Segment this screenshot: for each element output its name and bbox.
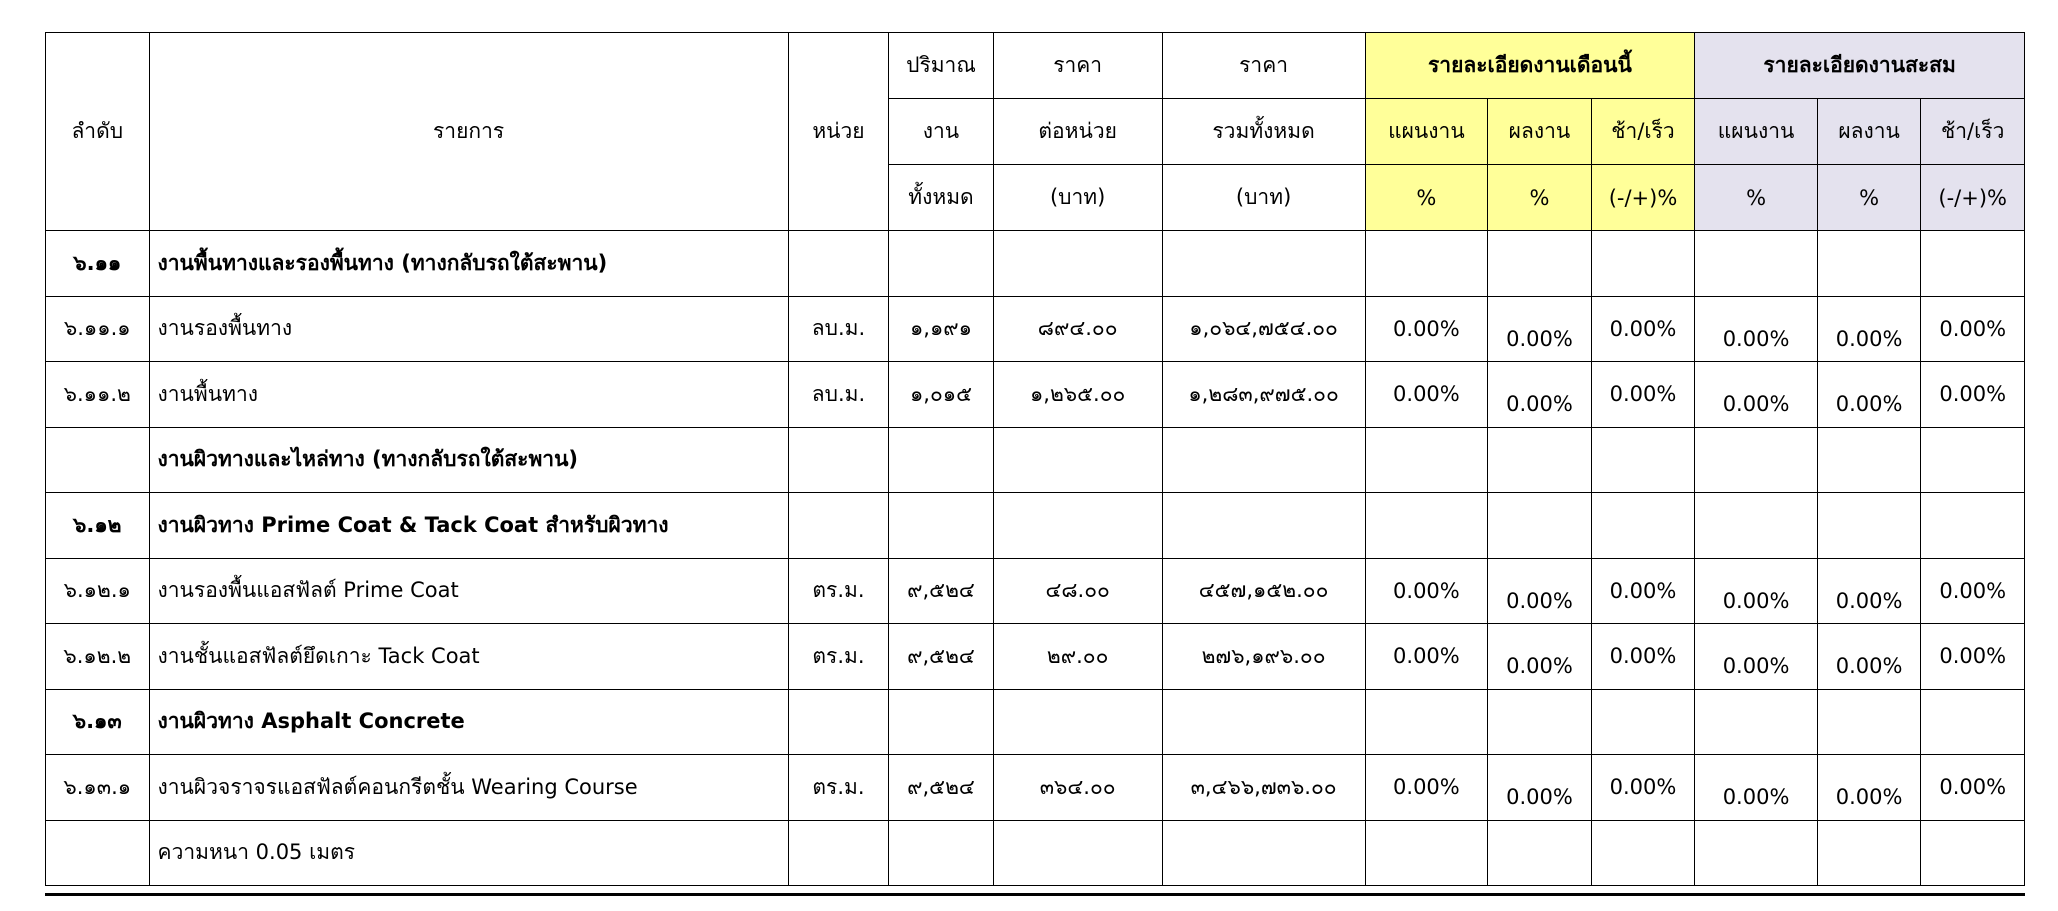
table-row — [46, 493, 2025, 559]
row-cumul-plan — [1695, 624, 1818, 690]
header-unit-price-line3: (บาท) — [993, 165, 1162, 231]
row-qty — [889, 231, 994, 297]
row-total-price — [1162, 427, 1365, 493]
row-month-plan — [1365, 362, 1488, 428]
row-unit — [788, 689, 889, 755]
row-cumul-plan — [1695, 820, 1818, 886]
header-cumul-actual: ผลงาน — [1817, 99, 1921, 165]
row-month-actual — [1488, 296, 1592, 362]
row-cumul-diff — [1921, 231, 2025, 297]
header-this-month: รายละเอียดงานเดือนนี้ — [1365, 33, 1695, 99]
percent-value: 0.00% — [1722, 654, 1790, 679]
percent-value: 0.00% — [1939, 644, 2007, 669]
row-cumul-actual — [1817, 231, 1921, 297]
percent-value: 0.00% — [1939, 578, 2007, 603]
row-item: งานพื้นทาง — [149, 362, 788, 428]
header-total-price-line1: ราคา — [1162, 33, 1365, 99]
table-row — [46, 755, 2025, 821]
header-unit: หน่วย — [788, 33, 889, 231]
header-unit-price-line1: ราคา — [993, 33, 1162, 99]
header-total-price-line2: รวมทั้งหมด — [1162, 99, 1365, 165]
percent-value: 0.00% — [1506, 654, 1573, 679]
row-total-price: ๒๗๖,๑๙๖.๐๐ — [1162, 624, 1365, 690]
row-code: ๖.๑๑ — [46, 231, 150, 297]
header-month-actual-unit: % — [1488, 165, 1592, 231]
row-month-actual — [1488, 624, 1592, 690]
header-item: รายการ — [149, 33, 788, 231]
row-unit-price: ๓๖๔.๐๐ — [993, 755, 1162, 821]
bottom-rule — [45, 893, 2025, 896]
row-cumul-diff — [1921, 624, 2025, 690]
percent-value: 0.00% — [1393, 644, 1460, 669]
row-code: ๖.๑๒.๒ — [46, 624, 150, 690]
row-unit-price — [993, 493, 1162, 559]
row-cumul-diff — [1921, 296, 2025, 362]
row-qty: ๙,๕๒๔ — [889, 624, 994, 690]
percent-value: 0.00% — [1939, 316, 2007, 341]
row-cumul-diff — [1921, 820, 2025, 886]
row-month-plan — [1365, 689, 1488, 755]
table-row — [46, 624, 2025, 690]
header-unit-price-line2: ต่อหน่วย — [993, 99, 1162, 165]
row-item: งานชั้นแอสฟัลต์ยึดเกาะ Tack Coat — [149, 624, 788, 690]
percent-value: 0.00% — [1835, 654, 1903, 679]
percent-value: 0.00% — [1609, 775, 1677, 800]
percent-value: 0.00% — [1393, 578, 1460, 603]
row-month-actual — [1488, 820, 1592, 886]
table-row — [46, 296, 2025, 362]
percent-value: 0.00% — [1609, 316, 1677, 341]
row-cumul-diff — [1921, 755, 2025, 821]
row-cumul-plan — [1695, 755, 1818, 821]
row-unit: ลบ.ม. — [788, 362, 889, 428]
row-unit-price: ๒๙.๐๐ — [993, 624, 1162, 690]
row-cumul-diff — [1921, 558, 2025, 624]
row-unit-price — [993, 689, 1162, 755]
row-month-diff — [1591, 558, 1695, 624]
row-cumul-actual — [1817, 689, 1921, 755]
row-month-diff — [1591, 493, 1695, 559]
header-seq: ลำดับ — [46, 33, 150, 231]
row-total-price: ๔๕๗,๑๕๒.๐๐ — [1162, 558, 1365, 624]
percent-value: 0.00% — [1609, 578, 1677, 603]
percent-value: 0.00% — [1939, 775, 2007, 800]
table-row — [46, 820, 2025, 886]
header-row-1 — [46, 33, 2025, 99]
row-month-actual — [1488, 362, 1592, 428]
row-total-price: ๑,๒๘๓,๙๗๕.๐๐ — [1162, 362, 1365, 428]
row-cumul-plan — [1695, 231, 1818, 297]
header-cumul-diff-unit: (-/+)% — [1921, 165, 2025, 231]
row-total-price — [1162, 231, 1365, 297]
table-row — [46, 362, 2025, 428]
row-unit — [788, 820, 889, 886]
row-total-price — [1162, 689, 1365, 755]
header-month-diff-unit: (-/+)% — [1591, 165, 1695, 231]
row-qty — [889, 493, 994, 559]
row-unit: ตร.ม. — [788, 558, 889, 624]
table-body — [46, 33, 2025, 886]
percent-value: 0.00% — [1939, 382, 2007, 407]
row-qty: ๑,๐๑๕ — [889, 362, 994, 428]
row-total-price — [1162, 493, 1365, 559]
row-cumul-diff — [1921, 427, 2025, 493]
table-row — [46, 689, 2025, 755]
row-cumul-plan — [1695, 689, 1818, 755]
row-month-diff — [1591, 689, 1695, 755]
row-qty — [889, 427, 994, 493]
row-month-diff — [1591, 624, 1695, 690]
row-item: งานผิวจราจรแอสฟัลต์คอนกรีตชั้น Wearing Course — [149, 755, 788, 821]
row-month-diff — [1591, 427, 1695, 493]
row-item: งานผิวทาง Prime Coat & Tack Coat สำหรับผิวทาง — [149, 493, 788, 559]
table-row — [46, 231, 2025, 297]
row-unit: ตร.ม. — [788, 755, 889, 821]
table-row — [46, 427, 2025, 493]
row-cumul-actual — [1817, 558, 1921, 624]
row-cumul-diff — [1921, 362, 2025, 428]
row-cumul-diff — [1921, 689, 2025, 755]
row-month-actual — [1488, 558, 1592, 624]
row-month-diff — [1591, 755, 1695, 821]
row-month-actual — [1488, 493, 1592, 559]
header-month-diff: ช้า/เร็ว — [1591, 99, 1695, 165]
row-item: ความหนา 0.05 เมตร — [149, 820, 788, 886]
row-code — [46, 820, 150, 886]
row-unit — [788, 427, 889, 493]
row-month-actual — [1488, 231, 1592, 297]
row-cumul-actual — [1817, 296, 1921, 362]
row-code: ๖.๑๑.๑ — [46, 296, 150, 362]
percent-value: 0.00% — [1722, 785, 1790, 810]
header-month-plan: แผนงาน — [1365, 99, 1488, 165]
row-code: ๖.๑๒ — [46, 493, 150, 559]
row-qty — [889, 689, 994, 755]
row-item: งานรองพื้นแอสฟัลต์ Prime Coat — [149, 558, 788, 624]
table-row — [46, 558, 2025, 624]
header-qty-line3: ทั้งหมด — [889, 165, 994, 231]
row-month-plan — [1365, 820, 1488, 886]
header-qty-line2: งาน — [889, 99, 994, 165]
row-unit-price — [993, 231, 1162, 297]
row-month-plan — [1365, 558, 1488, 624]
row-cumul-actual — [1817, 427, 1921, 493]
percent-value: 0.00% — [1393, 316, 1460, 341]
row-code: ๖.๑๒.๑ — [46, 558, 150, 624]
percent-value: 0.00% — [1393, 382, 1460, 407]
row-month-diff — [1591, 296, 1695, 362]
row-cumul-actual — [1817, 362, 1921, 428]
row-cumul-actual — [1817, 755, 1921, 821]
percent-value: 0.00% — [1835, 588, 1903, 613]
row-unit-price: ๔๘.๐๐ — [993, 558, 1162, 624]
row-cumul-plan — [1695, 493, 1818, 559]
row-unit-price: ๘๙๔.๐๐ — [993, 296, 1162, 362]
header-total-price-line3: (บาท) — [1162, 165, 1365, 231]
row-code: ๖.๑๓.๑ — [46, 755, 150, 821]
row-total-price: ๓,๔๖๖,๗๓๖.๐๐ — [1162, 755, 1365, 821]
percent-value: 0.00% — [1835, 785, 1903, 810]
percent-value: 0.00% — [1609, 644, 1677, 669]
percent-value: 0.00% — [1506, 392, 1573, 417]
row-month-actual — [1488, 427, 1592, 493]
progress-report-sheet — [45, 32, 2025, 886]
header-cumul-diff: ช้า/เร็ว — [1921, 99, 2025, 165]
row-cumul-diff — [1921, 493, 2025, 559]
row-unit: ลบ.ม. — [788, 296, 889, 362]
row-month-actual — [1488, 755, 1592, 821]
header-cumul-plan-unit: % — [1695, 165, 1818, 231]
header-month-actual: ผลงาน — [1488, 99, 1592, 165]
percent-value: 0.00% — [1506, 785, 1573, 810]
row-month-diff — [1591, 362, 1695, 428]
row-cumul-actual — [1817, 624, 1921, 690]
row-month-actual — [1488, 689, 1592, 755]
header-month-plan-unit: % — [1365, 165, 1488, 231]
row-total-price: ๑,๐๖๔,๗๕๔.๐๐ — [1162, 296, 1365, 362]
row-cumul-plan — [1695, 558, 1818, 624]
row-unit: ตร.ม. — [788, 624, 889, 690]
row-cumul-actual — [1817, 493, 1921, 559]
percent-value: 0.00% — [1835, 392, 1903, 417]
row-item: งานพื้นทางและรองพื้นทาง (ทางกลับรถใต้สะพาน) — [149, 231, 788, 297]
row-qty — [889, 820, 994, 886]
row-month-plan — [1365, 624, 1488, 690]
percent-value: 0.00% — [1722, 588, 1790, 613]
row-unit — [788, 493, 889, 559]
row-item: งานผิวทาง Asphalt Concrete — [149, 689, 788, 755]
row-month-plan — [1365, 755, 1488, 821]
percent-value: 0.00% — [1609, 382, 1677, 407]
header-cumul-actual-unit: % — [1817, 165, 1921, 231]
percent-value: 0.00% — [1506, 588, 1573, 613]
row-code — [46, 427, 150, 493]
progress-table — [45, 32, 2025, 886]
row-unit-price — [993, 427, 1162, 493]
row-unit-price: ๑,๒๖๕.๐๐ — [993, 362, 1162, 428]
row-month-plan — [1365, 231, 1488, 297]
row-code: ๖.๑๓ — [46, 689, 150, 755]
row-month-plan — [1365, 493, 1488, 559]
header-qty-line1: ปริมาณ — [889, 33, 994, 99]
header-cumul-plan: แผนงาน — [1695, 99, 1818, 165]
row-month-diff — [1591, 231, 1695, 297]
row-item: งานผิวทางและไหล่ทาง (ทางกลับรถใต้สะพาน) — [149, 427, 788, 493]
row-qty: ๑,๑๙๑ — [889, 296, 994, 362]
row-unit — [788, 231, 889, 297]
row-total-price — [1162, 820, 1365, 886]
row-code: ๖.๑๑.๒ — [46, 362, 150, 428]
row-qty: ๙,๕๒๔ — [889, 755, 994, 821]
header-cumulative: รายละเอียดงานสะสม — [1695, 33, 2025, 99]
row-month-plan — [1365, 427, 1488, 493]
percent-value: 0.00% — [1393, 775, 1460, 800]
row-qty: ๙,๕๒๔ — [889, 558, 994, 624]
row-unit-price — [993, 820, 1162, 886]
percent-value: 0.00% — [1722, 326, 1790, 351]
row-cumul-plan — [1695, 362, 1818, 428]
row-cumul-actual — [1817, 820, 1921, 886]
row-cumul-plan — [1695, 427, 1818, 493]
row-cumul-plan — [1695, 296, 1818, 362]
row-month-plan — [1365, 296, 1488, 362]
row-item: งานรองพื้นทาง — [149, 296, 788, 362]
percent-value: 0.00% — [1835, 326, 1903, 351]
row-month-diff — [1591, 820, 1695, 886]
percent-value: 0.00% — [1722, 392, 1790, 417]
percent-value: 0.00% — [1506, 326, 1573, 351]
